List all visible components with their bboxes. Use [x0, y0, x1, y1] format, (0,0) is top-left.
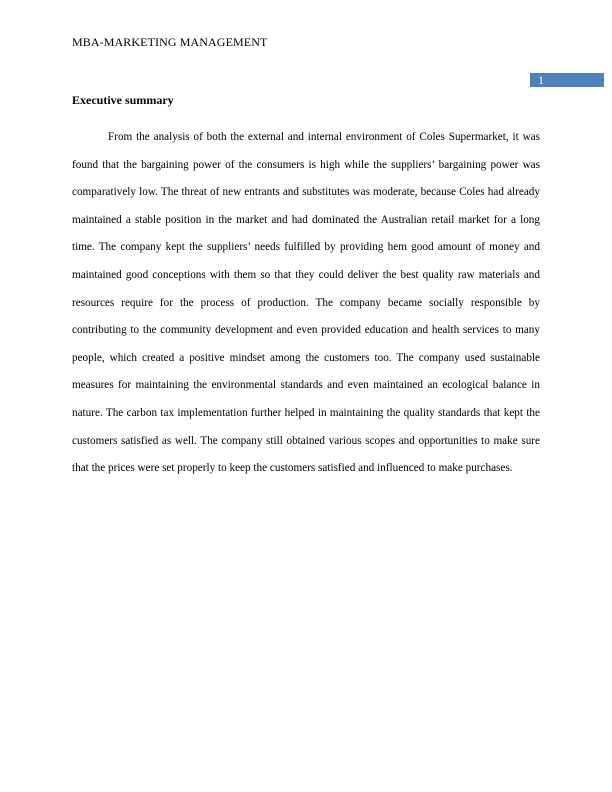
executive-summary-paragraph: From the analysis of both the external and internal environment of Coles Supermarket, it was found that the bargaining power of the consumers is high while the suppliers’ bargaining power was comparatively low. The threat of new entrants and substitutes was moderate, because Coles had already maintained a stable position in the market and had dominated the Australian retail market for a long time. The company kept the suppliers’ needs fulfilled by providing hem good amount of money and maintained good conceptions with them so that they could deliver the best quality raw materials and resources require for the process of production. The company became socially responsible by contributing to the community development and even provided education and health services to many people, which created a positive mindset among the customers too. The company used sustainable measures for maintaining the environmental standards and even maintained an ecological balance in nature. The carbon tax implementation further helped in maintaining the quality standards that kept the customers satisfied as well. The company still obtained various scopes and opportunities to make sure that the prices were set properly to keep the customers satisfied and influenced to make purchases.	[72, 131, 540, 475]
running-header-title: MBA-MARKETING MANAGEMENT	[72, 35, 268, 49]
page-number-badge: 1	[530, 73, 604, 87]
section-heading-executive-summary: Executive summary	[72, 93, 174, 107]
